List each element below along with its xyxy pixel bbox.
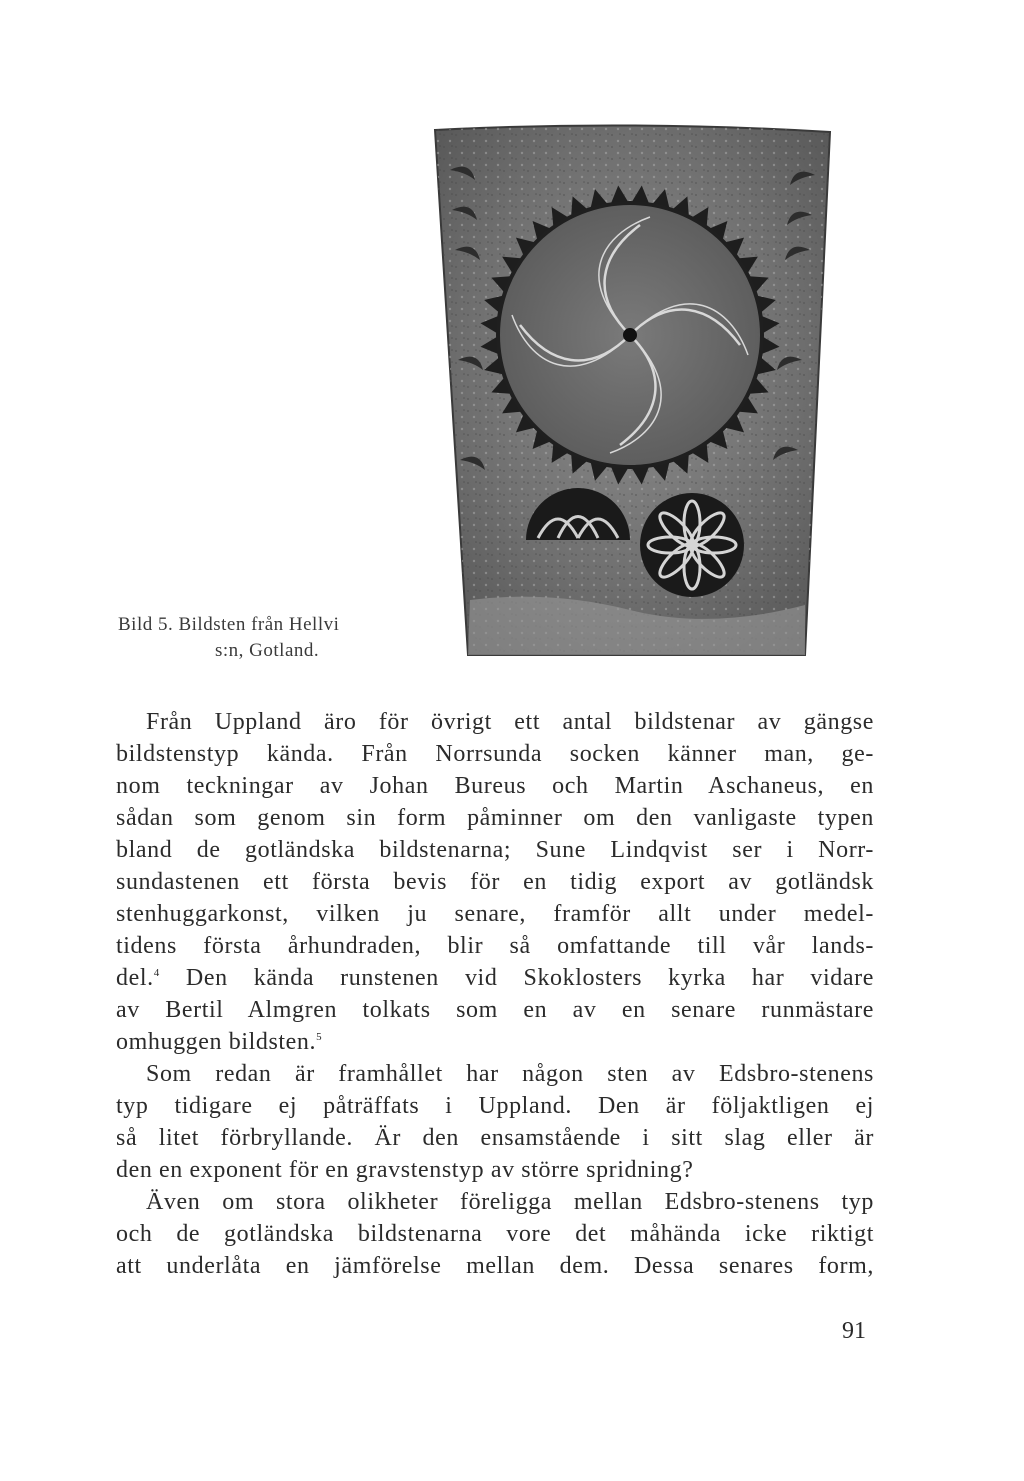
text-line: Som redan är framhållet har någon sten av Edsbro-stenens — [146, 1061, 874, 1087]
caption-line-2: s:n, Gotland. — [215, 640, 320, 661]
text-line-with-footnote — [116, 962, 874, 994]
picture-stone-photo — [430, 120, 835, 660]
text-line: Från Uppland äro för övrigt ett antal bildstenar av gängse — [146, 709, 874, 735]
text-line: och de gotländska bildstenarna vore det måhända icke riktigt — [116, 1221, 874, 1247]
text-line: den en exponent för en gravstenstyp av större spridning? — [116, 1157, 694, 1183]
text-fragment: del. — [116, 965, 154, 991]
footnote-ref-5: 5 — [316, 1031, 323, 1043]
footnote-ref-4: 4 — [153, 967, 160, 979]
text-line: bland de gotländska bildstenarna; Sune Lindqvist ser i Norr- — [116, 837, 874, 863]
text-line: att underlåta en jämförelse mellan dem. Dessa senares form, — [116, 1253, 874, 1279]
figure-caption — [118, 612, 428, 664]
text-line: sådan som genom sin form påminner om den vanligaste typen — [116, 805, 874, 831]
text-line: typ tidigare ej påträffats i Uppland. Den är följaktligen ej — [116, 1093, 874, 1119]
text-line: stenhuggarkonst, vilken ju senare, framför allt under medel- — [116, 901, 874, 927]
text-line: sundastenen ett första bevis för en tidig export av gotländsk — [116, 869, 874, 895]
text-line: bildstenstyp kända. Från Norrsunda socken känner man, ge- — [116, 741, 874, 767]
text-line-with-footnote — [116, 1026, 874, 1058]
text-line: så litet förbryllande. Är den ensamstående i sitt slag eller är — [116, 1125, 874, 1151]
text-line: nom teckningar av Johan Bureus och Martin Aschaneus, en — [116, 773, 874, 799]
body-text — [116, 706, 874, 1282]
text-fragment: Den kända runstenen vid Skoklosters kyrka har vidare — [159, 965, 874, 991]
page-number: 91 — [842, 1318, 866, 1344]
text-line: Även om stora olikheter föreligga mellan Edsbro-stenens typ — [146, 1189, 874, 1215]
text-line: tidens första århundraden, blir så omfattande till vår lands- — [116, 933, 874, 959]
text-line: av Bertil Almgren tolkats som en av en senare runmästare — [116, 997, 874, 1023]
text-fragment: omhuggen bildsten. — [116, 1029, 317, 1055]
caption-line-1: Bild 5. Bildsten från Hellvi — [118, 614, 340, 635]
